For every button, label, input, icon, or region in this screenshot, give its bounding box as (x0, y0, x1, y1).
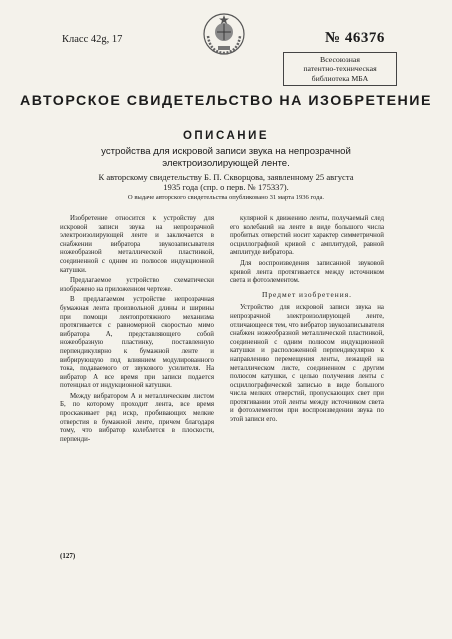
subtitle-line: электроизолирующей ленте. (162, 157, 290, 169)
paragraph: Предлагаемое устройство схематически изображено на приложенном чертеже. (60, 277, 214, 293)
paragraph: Изобретение относится к устройству для искровой записи звука на непрозрачной электроизолирующей ленте и заключается в снабжении вибратора звукозаписывателя ножеобразной металлической пластинкой, соединенной с одним из полюсов индукционной катушки. (60, 215, 214, 274)
state-emblem-icon (202, 12, 246, 56)
patent-number: № 46376 (325, 30, 385, 46)
left-column (60, 215, 214, 446)
author-line-text: 1935 года (спр. о перв. № 175337). (163, 182, 289, 193)
stamp-line: библиотека МБА (311, 73, 369, 83)
right-column (230, 215, 384, 427)
page-number: (127) (60, 552, 76, 560)
subject-paragraph: Устройство для искровой записи звука на непрозрачной электроизолирующей ленте, отличающееся тем, что вибратор звукозаписывателя снабжен ножеобразной металлической пластинкой, соединенной с одним полюсом индукционной катушки и расположенной перпендикулярно к направлению перемещения ленты, лежащей на металлическом листе, соединенном с другим полюсом катушки, с целью получения ленты с осциллографической записью в виде большого числа мелких отверстий, пропускающих свет при протягивании этой ленты между источником света и фотоэлементом при воспроизведении звука по этой записи его. (230, 304, 384, 424)
invention-subtitle (60, 146, 392, 169)
author-line (60, 172, 392, 193)
stamp-line: Всесоюзная (320, 55, 360, 64)
patent-class: Класс 42g, 17 (62, 34, 123, 45)
subtitle-line: устройства для искровой записи звука на непрозрачной (101, 146, 351, 157)
paragraph: кулярной к движению ленты, получаемый след его колебаний на ленте в виде большого числа пробитых отверстий носит характер симметричной осциллографной кривой с амплитудой, равной амплитуде вибратора. (230, 215, 384, 257)
stamp-line: патентно-техническая (303, 64, 377, 74)
paragraph: В предлагаемом устройстве непрозрачная бумажная лента произвольной длины и ширины при помощи лентопротяжного механизма протягивается с равномерной скоростью мимо вибратора А, представляющего собой ножеобразную пластинку, поставленную перпендикулярно к бумажной ленте и вибрирующую под влиянием модулированного тока, подаваемого от звукового усилителя. На вибратор А все время при записи подается потенциал от индукционной катушки. (60, 296, 214, 390)
author-line-text: К авторскому свидетельству Б. П. Скворцова, заявленному 25 августа (98, 172, 354, 182)
publication-note: О выдаче авторского свидетельства опубликовано 31 марта 1936 года. (127, 194, 325, 201)
subject-heading: Предмет изобретения. (262, 289, 352, 299)
paragraph: Для воспроизведения записанной звуковой кривой лента протягивается между источником света и фотоэлементом. (230, 259, 384, 285)
section-title-opisanie: ОПИСАНИЕ (182, 130, 270, 142)
library-stamp (283, 52, 397, 86)
main-title: АВТОРСКОЕ СВИДЕТЕЛЬСТВО НА ИЗОБРЕТЕНИЕ (20, 93, 432, 109)
paragraph: Между вибратором А и металлическим листом Б, по которому проходит лента, все время проскакивает ряд искр, пробивающих мелкие отверстия в бумажной ленте, причем благодаря тому, что вибратор колеблется в плоскости, перпенди- (60, 392, 214, 443)
